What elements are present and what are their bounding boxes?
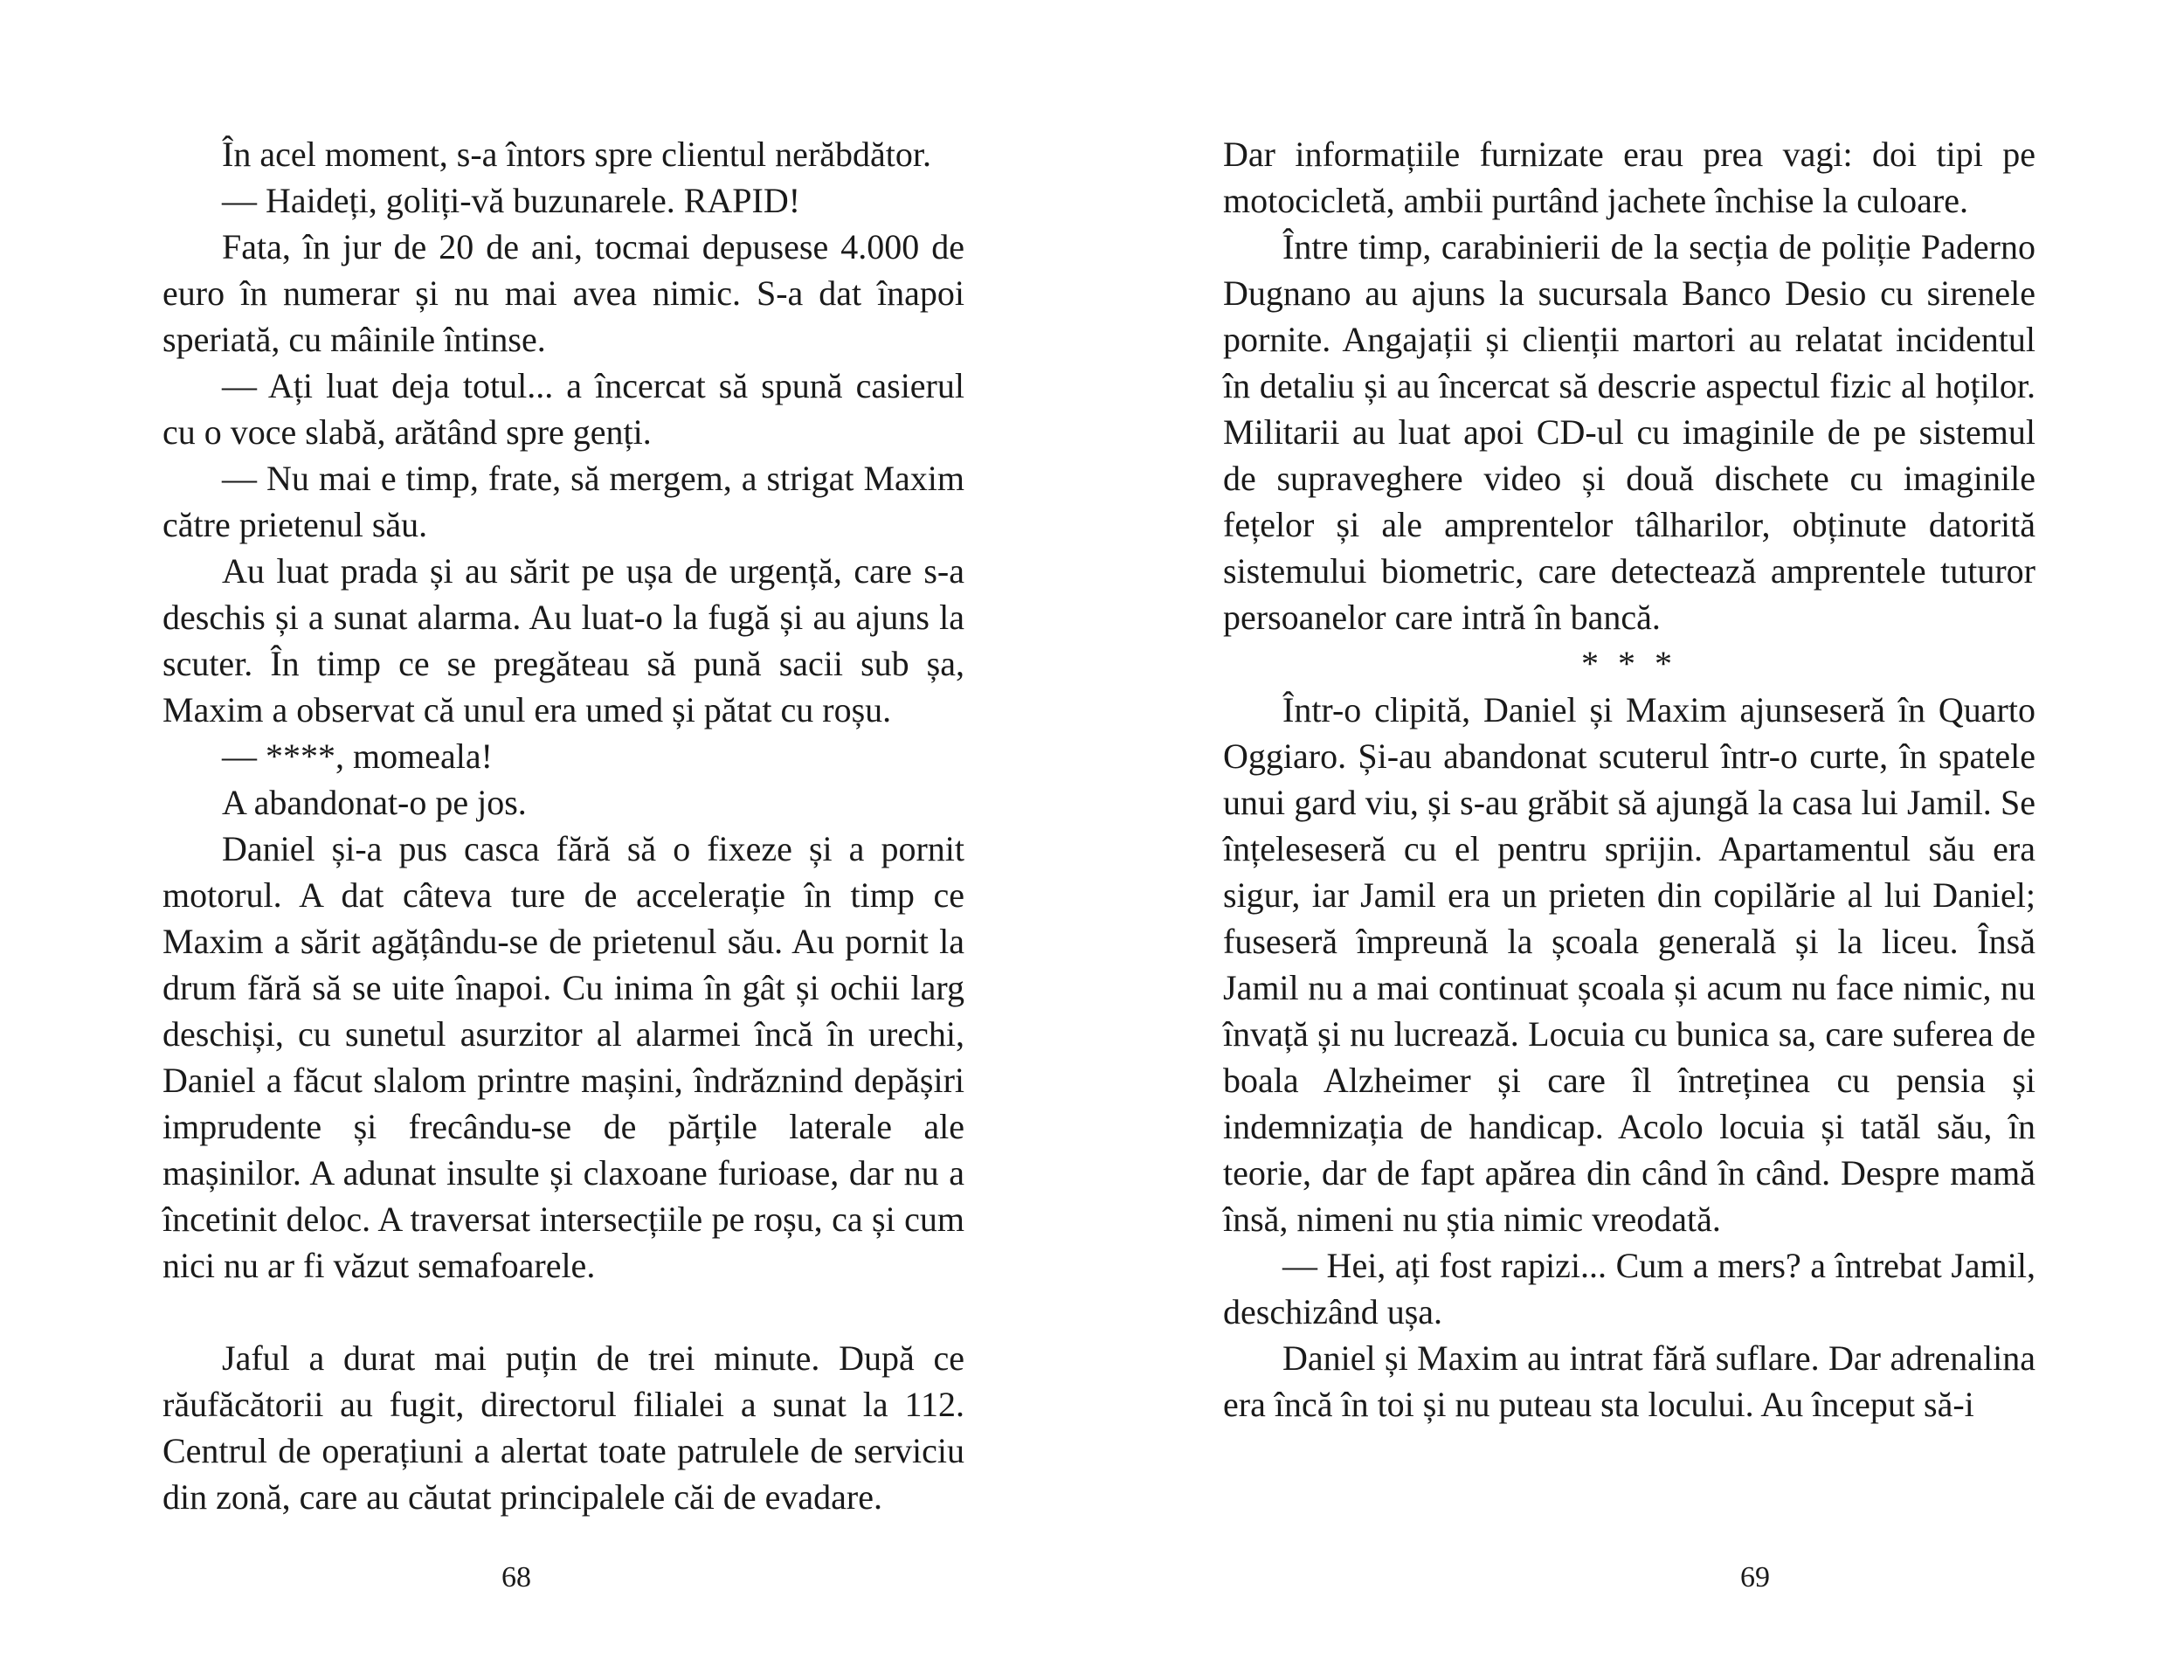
right-page xyxy=(1092,0,2184,1680)
section-separator: * * * xyxy=(1581,644,1677,683)
dialogue-line: — Haideți, goliți-vă buzunarele. RAPID! xyxy=(222,181,801,220)
paragraph: Daniel și-a pus casca fără să o fixeze și a pornit motorul. A dat câteva ture de accelerație în timp ce Maxim a sărit agățându-se de prietenul său. Au pornit la drum fără să se uite înapoi. Cu inima în gât și ochii larg deschiși, cu sunetul asurzitor al alarmei încă în urechi, Daniel a făcut slalom printre mașini, îndrăznind depășiri imprudente și frecându-se de părțile laterale ale mașinilor. A adunat insulte și claxoane furioase, dar nu a încetinit deloc. A traversat intersecțiile pe roșu, ca și cum nici nu ar fi văzut semafoarele. xyxy=(162,829,964,1285)
paragraph: Dar informațiile furnizate erau prea vagi: doi tipi pe motocicletă, ambii purtând jachete închise la culoare. xyxy=(1223,135,2035,220)
paragraph: Au luat prada și au sărit pe ușa de urgență, care s-a deschis și a sunat alarma. Au luat-o la fugă și au ajuns la scuter. În timp ce se pregăteau să pună sacii sub șa, Maxim a observat că unul era umed și pătat cu roșu. xyxy=(162,551,964,729)
paragraph: Între timp, carabinierii de la secția de poliție Paderno Dugnano au ajuns la sucursala Banco Desio cu sirenele pornite. Angajații și clienții martori au relatat incidentul în detaliu și au încercat să descrie aspectul fizic al hoților. Militarii au luat apoi CD-ul cu imaginile de pe sistemul de supraveghere video și două dischete cu imaginile fețelor și ale amprentelor tâlharilor, obținute datorită sistemului biometric, care detectează amprentele tuturor persoanelor care intră în bancă. xyxy=(1223,227,2035,637)
paragraph: Fata, în jur de 20 de ani, tocmai depusese 4.000 de euro în numerar și nu mai avea nimic. S-a dat înapoi speriată, cu mâinile întinse. xyxy=(162,227,964,359)
page-number-right: 69 xyxy=(1740,1561,1770,1594)
dialogue-line: — Hei, ați fost rapizi... Cum a mers? a întrebat Jamil, deschizând ușa. xyxy=(1223,1246,2035,1331)
dialogue-line: — Ați luat deja totul... a încercat să spună casierul cu o voce slabă, arătând spre genți. xyxy=(162,366,964,452)
paragraph: Într-o clipită, Daniel și Maxim ajunseseră în Quarto Oggiaro. Și-au abandonat scuterul într-o curte, în spatele unui gard viu, și s-au grăbit să ajungă la casa lui Jamil. Se înțeleseseră cu el pentru sprijin. Apartamentul său era sigur, iar Jamil era un prieten din copilărie al lui Daniel; fuseseră împreună la școala generală și la liceu. Însă Jamil nu a mai continuat școala și acum nu face nimic, nu învață și nu lucrează. Locuia cu bunica sa, care suferea de boala Alzheimer și care îl întreținea cu pensia și indemnizația de handicap. Acolo locuia și tatăl său, în teorie, dar de fapt apărea din când în când. Despre mamă însă, nimeni nu știa nimic vreodată. xyxy=(1223,690,2035,1239)
paragraph: A abandonat-o pe jos. xyxy=(222,783,527,822)
dialogue-line: — Nu mai e timp, frate, să mergem, a strigat Maxim către prietenul său. xyxy=(162,459,964,544)
page-number-left: 68 xyxy=(501,1561,531,1594)
left-page-text xyxy=(162,131,964,1520)
paragraph: În acel moment, s-a întors spre clientul nerăbdător. xyxy=(222,135,931,174)
paragraph: Daniel și Maxim au intrat fără suflare. Dar adrenalina era încă în toi și nu puteau sta locului. Au început să-i xyxy=(1223,1338,2035,1424)
paragraph: Jaful a durat mai puțin de trei minute. După ce răufăcătorii au fugit, directorul filialei a sunat la 112. Centrul de operațiuni a alertat toate patrulele de serviciu din zonă, care au căutat principalele căi de evadare. xyxy=(162,1338,964,1517)
dialogue-line: — ****, momeala! xyxy=(222,736,493,776)
right-page-text xyxy=(1223,131,2035,1428)
